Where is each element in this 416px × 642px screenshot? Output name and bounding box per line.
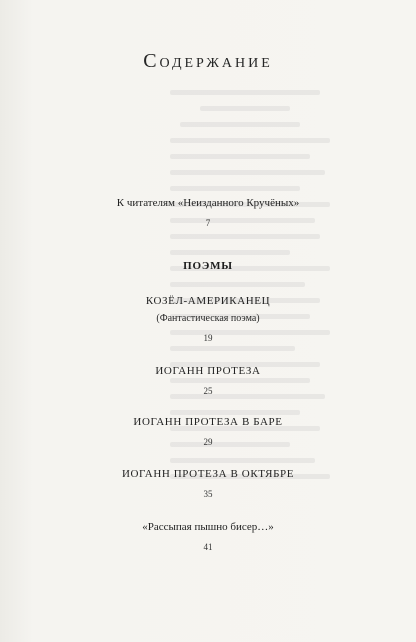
toc-entry bbox=[0, 467, 416, 500]
toc-entry bbox=[0, 520, 416, 553]
toc-entry-intro bbox=[0, 196, 416, 229]
toc-entry-page: 41 bbox=[203, 542, 213, 552]
page-title: Содержание bbox=[143, 50, 273, 72]
toc-entry-page: 29 bbox=[203, 437, 213, 447]
toc-entry-title: ИОГАНН ПРОТЕЗА В БАРЕ bbox=[133, 416, 283, 428]
section-title: ПОЭМЫ bbox=[183, 260, 233, 272]
toc-entry-page: 7 bbox=[205, 218, 211, 228]
toc-entry-title: КОЗЁЛ-АМЕРИКАНЕЦ bbox=[145, 295, 271, 307]
toc-entry-page: 19 bbox=[203, 333, 213, 343]
toc-entry-page: 25 bbox=[203, 386, 213, 396]
toc-entry-page: 35 bbox=[203, 489, 213, 499]
toc-entry-title: ИОГАНН ПРОТЕЗА В ОКТЯБРЕ bbox=[121, 468, 295, 480]
toc-entry-title: К читателям «Неизданного Кручёных» bbox=[116, 197, 300, 209]
toc-entry bbox=[0, 364, 416, 397]
toc-entry-title: «Рассыпая пышно бисер…» bbox=[142, 521, 274, 533]
toc-entry bbox=[0, 294, 416, 344]
toc-entry bbox=[0, 415, 416, 448]
toc-entry-subtitle: (Фантастическая поэма) bbox=[156, 313, 260, 324]
toc-entry-title: ИОГАНН ПРОТЕЗА bbox=[155, 365, 261, 377]
